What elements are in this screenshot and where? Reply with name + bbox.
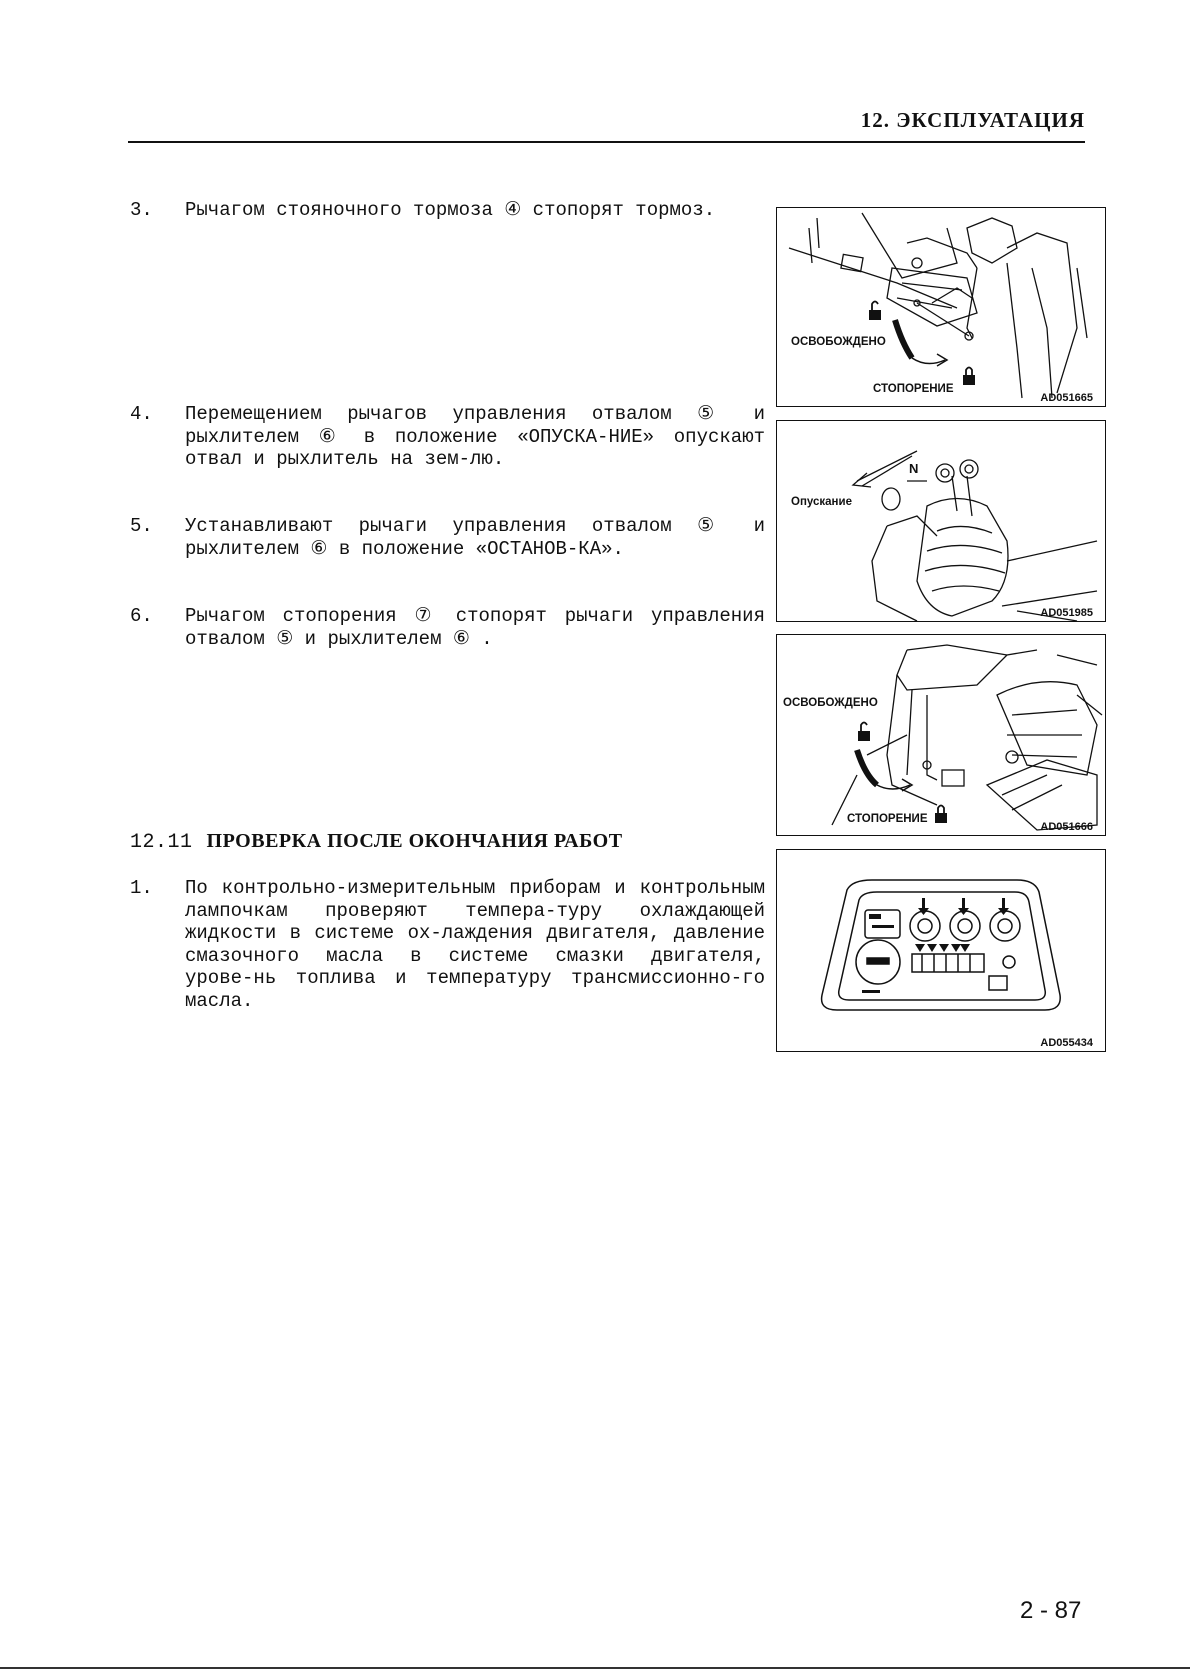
step-number: 5. (130, 515, 153, 537)
step-text: По контрольно-измерительным приборам и контрольным лампочкам проверяют темпера-туру охлаждающей жидкости в системе ох-лаждения двигателя, давление смазочного масла в системе смазки двигателя, урове-нь топлива и температуру трансмиссионно-го масла. (185, 877, 765, 1012)
check-step-1 (130, 877, 765, 1012)
lock-lever-illustration (777, 635, 1107, 837)
page-number: 2 - 87 (1020, 1597, 1082, 1624)
step-5 (130, 515, 765, 560)
section-title: ПРОВЕРКА ПОСЛЕ ОКОНЧАНИЯ РАБОТ (206, 830, 623, 852)
lock-label: СТОПОРЕНИЕ (873, 383, 954, 395)
control-levers-illustration (777, 421, 1107, 623)
section-heading (130, 830, 623, 854)
step-number: 3. (130, 199, 153, 221)
step-number: 1. (130, 877, 153, 899)
figure-id: AD055434 (1040, 1037, 1093, 1049)
step-text: Перемещением рычагов управления отвалом ⑤ и рыхлителем ⑥ в положение «ОПУСКА-НИЕ» опускают отвал и рыхлитель на зем-лю. (185, 403, 765, 470)
parking-brake-illustration (777, 208, 1107, 408)
figure-instrument-panel (776, 849, 1106, 1052)
unlock-icon (858, 723, 870, 742)
step-3 (130, 199, 765, 222)
figure-id: AD051985 (1040, 607, 1093, 619)
figure-lock-lever (776, 634, 1106, 836)
bottom-divider (0, 1667, 1190, 1669)
figure-id: AD051666 (1040, 821, 1093, 833)
figure-parking-brake (776, 207, 1106, 407)
header-divider (128, 141, 1085, 143)
step-text: Устанавливают рычаги управления отвалом ⑤ и рыхлителем ⑥ в положение «ОСТАНОВ-КА». (185, 515, 765, 560)
step-text: Рычагом стояночного тормоза ④ стопорят тормоз. (185, 199, 716, 221)
neutral-label: N (909, 461, 919, 476)
release-label: ОСВОБОЖДЕНО (783, 697, 878, 709)
lock-label: СТОПОРЕНИЕ (847, 813, 928, 825)
step-4 (130, 403, 765, 471)
figure-id: AD051665 (1040, 392, 1093, 404)
section-number: 12.11 (130, 831, 193, 854)
step-text: Рычагом стопорения ⑦ стопорят рычаги управления отвалом ⑤ и рыхлителем ⑥ . (185, 605, 765, 650)
figure-control-levers (776, 420, 1106, 622)
step-6 (130, 605, 765, 650)
lower-label: Опускание (791, 496, 852, 508)
instrument-panel-illustration (777, 850, 1107, 1053)
lock-icon (963, 368, 975, 386)
chapter-title: 12. ЭКСПЛУАТАЦИЯ (860, 108, 1085, 132)
step-number: 6. (130, 605, 153, 627)
unlock-icon (869, 302, 881, 321)
release-label: ОСВОБОЖДЕНО (791, 336, 886, 348)
step-number: 4. (130, 403, 153, 425)
lock-icon (935, 806, 947, 824)
